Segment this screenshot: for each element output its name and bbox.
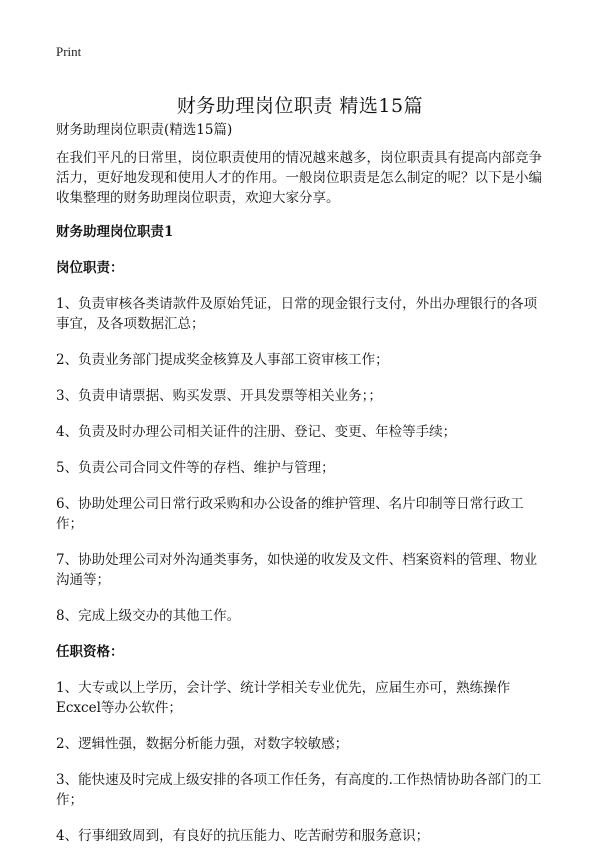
duty-item: 8、完成上级交办的其他工作。: [56, 608, 241, 624]
duty-item: 2、负责业务部门提成奖金核算及人事部工资审核工作；: [56, 352, 389, 368]
qualification-item: 4、行事细致周到，有良好的抗压能力、吃苦耐劳和服务意识；: [56, 828, 430, 844]
duty-item: 5、负责公司合同文件等的存档、维护与管理；: [56, 460, 335, 476]
qualifications-heading: 任职资格：: [56, 644, 124, 660]
duty-item: 7、协助处理公司对外沟通类事务，如快递的收发及文件、档案资料的管理、物业沟通等；: [56, 552, 538, 588]
document-subtitle: 财务助理岗位职责(精选15篇): [56, 122, 233, 138]
document-body: [56, 120, 544, 860]
qualification-item: 1、大专或以上学历，会计学、统计学相关专业优先，应届生亦可，熟练操作Ecxcel等办公软件；: [56, 680, 511, 716]
document-title: 财务助理岗位职责 精选15篇: [176, 94, 424, 117]
intro-paragraph: 在我们平凡的日常里，岗位职责使用的情况越来越多，岗位职责具有提高内部竞争活力，更好地发现和使用人才的作用。一般岗位职责是怎么制定的呢？以下是小编收集整理的财务助理岗位职责，欢迎大家分享。: [56, 150, 542, 206]
qualification-item: 2、逻辑性强，数据分析能力强，对数字较敏感；: [56, 736, 349, 752]
print-label[interactable]: Print: [56, 44, 82, 59]
qualification-item: 3、能快速及时完成上级安排的各项工作任务，有高度的.工作热情协助各部门的工作；: [56, 772, 542, 808]
duty-item: 3、负责申请票据、购买发票、开具发票等相关业务；；: [56, 388, 382, 404]
duty-item: 4、负责及时办理公司相关证件的注册、登记、变更、年检等手续；: [56, 424, 457, 440]
duty-item: 6、协助处理公司日常行政采购和办公设备的维护管理、名片印制等日常行政工作；: [56, 496, 524, 532]
duty-item: 1、负责审核各类请款件及原始凭证，日常的现金银行支付，外出办理银行的各项事宜，及各项数据汇总；: [56, 296, 538, 332]
section-heading: 财务助理岗位职责1: [56, 224, 174, 240]
duties-heading: 岗位职责：: [56, 260, 124, 276]
